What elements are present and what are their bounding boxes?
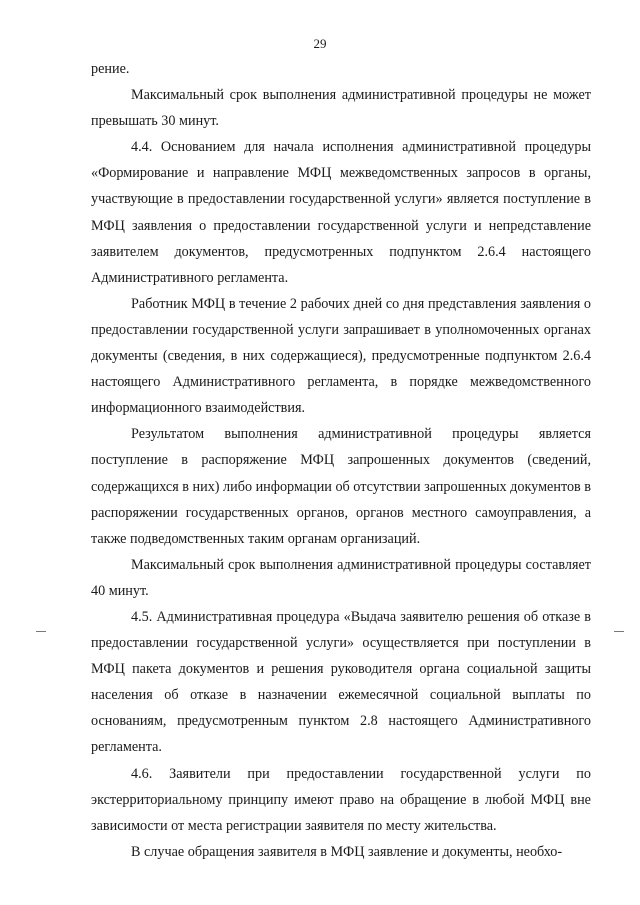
- paragraph-4-4: 4.4. Основанием для начала исполнения административной процедуры «Формирование и направление МФЦ межведомственных запросов в органы, участвующие в предоставлении государственной услуги» является поступление в МФЦ заявления о предоставлении государственной услуги и непредставление заявителем документов, предусмотренных подпунктом 2.6.4 настоящего Административного регламента.: [91, 139, 591, 286]
- page-number: 29: [313, 36, 327, 51]
- paragraph-4-5: 4.5. Административная процедура «Выдача заявителю решения об отказе в предоставлении государственной услуги» осуществляется при поступлении в МФЦ пакета документов и решения руководителя органа социальной защиты населения об отказе в назначении ежемесячной социальной выплаты по основаниям, предусмотренным пунктом 2.8 настоящего Административного регламента.: [91, 608, 591, 756]
- paragraph-max-time-40: Максимальный срок выполнения административной процедуры составляет 40 минут.: [91, 556, 591, 599]
- right-margin-mark: [614, 631, 624, 632]
- document-body: [91, 56, 591, 865]
- paragraph-mfc-worker: Работник МФЦ в течение 2 рабочих дней со дня представления заявления о предоставлении государственной услуги запрашивает в уполномоченных органах документы (сведения, в них содержащиеся), предусмотренные подпунктом 2.6.4 настоящего Административного регламента, в порядке межведомственного информационного взаимодействия.: [91, 295, 591, 417]
- left-margin-mark: [36, 631, 46, 632]
- paragraph-continuation: рение.: [91, 61, 130, 77]
- paragraph-max-time-30: Максимальный срок выполнения административной процедуры не может превышать 30 минут.: [91, 87, 591, 130]
- paragraph-case-of-appeal: В случае обращения заявителя в МФЦ заявление и документы, необхо-: [131, 843, 563, 860]
- paragraph-4-6: 4.6. Заявители при предоставлении государственной услуги по экстерриториальному принципу имеют право на обращение в любой МФЦ вне зависимости от места регистрации заявителя по месту жительства.: [91, 765, 591, 834]
- paragraph-result: Результатом выполнения административной процедуры является поступление в распоряжение МФЦ запрошенных документов (сведений, содержащихся в них) либо информации об отсутствии запрошенных документов в распоряжении государственных органов, органов местного самоуправления, а также подведомственных таким органам организаций.: [91, 426, 591, 547]
